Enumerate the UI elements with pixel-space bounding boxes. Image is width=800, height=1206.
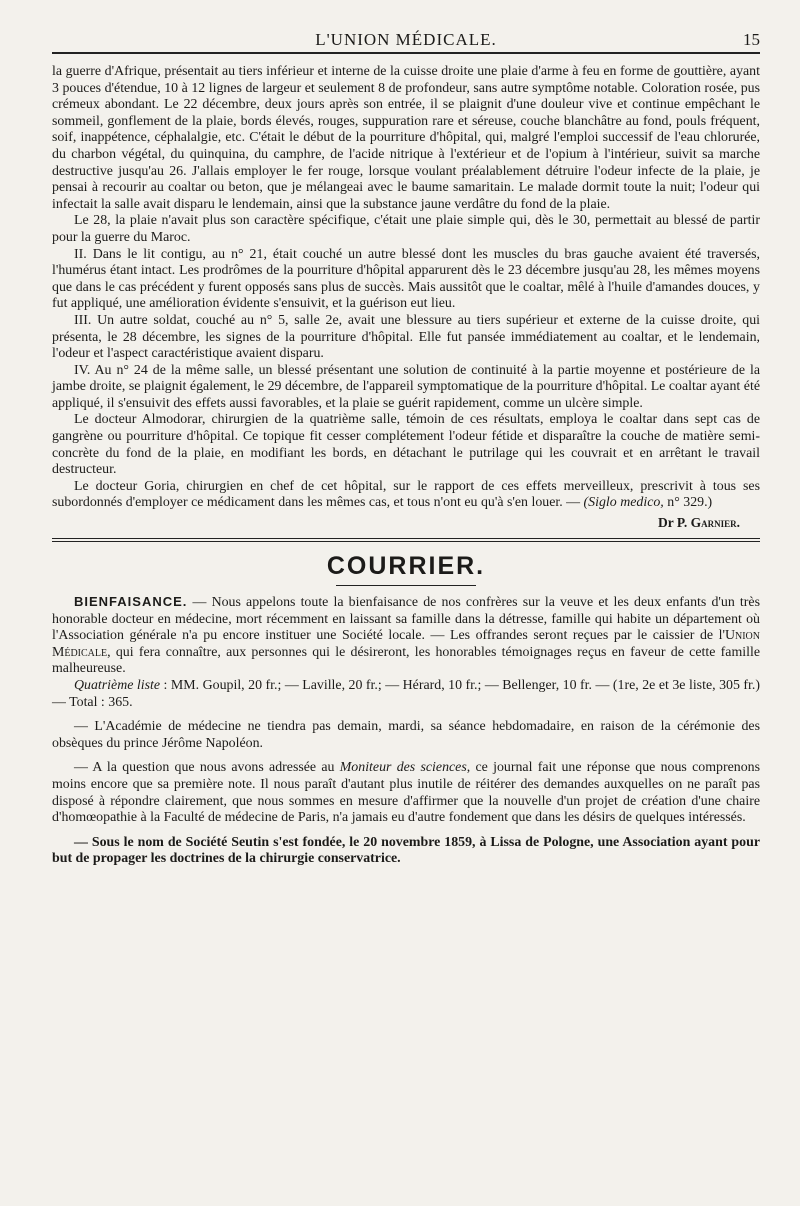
paragraph-bienfaisance — [52, 594, 760, 678]
paragraph-almodorar: Le docteur Almodorar, chirurgien de la quatrième salle, témoin de ces résultats, employa le coaltar dans sept cas de gangrène ou pourriture d'hôpital. Ce topique fit cesser complétement l'odeur fétide et disparaître la couche de matière semi-concrète du fond de la plaie, en modifiant les bords, en détachant le putrilage qui les couvrait et en arrêtant le travail destructeur. — [52, 412, 760, 478]
spacer — [52, 752, 760, 760]
spacer — [52, 711, 760, 719]
paragraph-case-i: la guerre d'Afrique, présentait au tiers inférieur et interne de la cuisse droite une plaie d'arme à feu en forme de gouttière, ayant 3 pouces d'étendue, 10 à 12 lignes de largeur et seulement 8 de profondeur, sans autre symptôme notable. Coloration rosée, pus crémeux abondant. Le 22 décembre, deux jours après son entrée, il se plaignit d'une douleur vive et continue empêchant le sommeil, gonflement de la plaie, bords élevés, rouges, suppuration rare et séreuse, couche blanchâtre au fond, pouls fréquent, soif, inappétence, céphalalgie, etc. C'était le début de la pourriture d'hôpital, qui, malgré l'emploi successif de l'eau chlorurée, du charbon végétal, du quinquina, du camphre, de l'acide nitrique à l'extérieur et de l'opium à l'intérieur, suivit sa marche destructive jusqu'au 26. J'allais employer le fer rouge, lorsque voulant préalablement détruire l'odeur infecte de la plaie, je pensai à recourir au coaltar ou beton, que je mélangeai avec le baume samaritain. Le malade dormit toute la nuit; l'odeur qui infectait la salle avait disparu le lendemain, ainsi que la substance jaune verdâtre du fond de la plaie. — [52, 64, 760, 212]
donor-list-lead: Quatrième liste — [74, 678, 161, 693]
paragraph-donor-list — [52, 678, 760, 711]
moniteur-name: Moniteur des sciences — [339, 760, 467, 776]
bienfaisance-text-b: , qui fera connaître, aux personnes qui le désireront, les honorables témoignages reçus en faveur de cette famille malheureuse. — [52, 644, 760, 677]
section-divider — [52, 538, 760, 542]
paragraph-seutin: — Sous le nom de Société Seutin s'est fondée, le 20 novembre 1859, à Lissa de Pologne, une Association ayant pour but de propager les doctrines de la chirurgie conservatrice. — [52, 834, 760, 867]
spacer — [52, 827, 760, 835]
author-signature — [52, 514, 740, 532]
citation-source: (Siglo medico, — [583, 495, 664, 511]
paragraph-case-i-outcome: Le 28, la plaie n'avait plus son caractère spécifique, c'était une plaie simple qui, dès le 30, permettait au blessé de partir pour la guerre du Maroc. — [52, 213, 760, 245]
paragraph-moniteur — [52, 760, 760, 826]
paragraph-academie: — L'Académie de médecine ne tiendra pas demain, mardi, sa séance hebdomadaire, en raison de la cérémonie des obsèques du prince Jérôme Napoléon. — [52, 719, 760, 751]
goria-text: Le docteur Goria, chirurgien en chef de cet hôpital, sur le rapport de ces effets merveilleux, prescrivit à tous ses subordonnés d'employer ce médicament dans les mêmes cas, et tous n'ont eu qu'à s'en louer. — — [52, 478, 760, 511]
moniteur-text-a: — A la question que nous avons adressée au — [74, 760, 340, 776]
page-number: 15 — [743, 30, 760, 49]
article-body — [52, 64, 760, 532]
paragraph-case-iv: IV. Au n° 24 de la même salle, un blessé présentant une solution de continuité à la partie moyenne et postérieure de la jambe droite, se plaignit également, le 29 décembre, de l'appareil symptomatique de la pourriture d'hôpital. Le coaltar ayant été appliqué, il s'ensuivit des effets aussi favorables, et la plaie se guérit rapidement, comme un ulcère simple. — [52, 362, 760, 411]
running-title: L'UNION MÉDICALE. — [315, 30, 497, 49]
journal-name: Union Médicale — [52, 628, 760, 660]
running-head — [52, 26, 760, 52]
paragraph-case-ii: II. Dans le lit contigu, au n° 21, était couché un autre blessé dont les muscles du bras gauche avaient été traversés, l'humérus étant intact. Les prodrômes de la pourriture d'hôpital apparurent dès le 23 décembre jusqu'au 28, les mêmes moyens que dans le cas précédent y furent opposés sans plus de succès. Mais aussitôt que le coaltar, mêlé à l'huile d'amandes douces, y fut appliqué, une amélioration évidente s'ensuivit, et la guérison eut lieu. — [52, 246, 760, 312]
donor-list-text: : MM. Goupil, 20 fr.; — Laville, 20 fr.; — Hérard, 10 fr.; — Bellenger, 10 fr. — (1re, 2e et 3e liste, 305 fr.) — Total : 365. — [52, 678, 760, 710]
paragraph-goria — [52, 479, 760, 512]
moniteur-text-b: , ce journal fait une réponse que nous comprenons moins encore que sa première note. Il nous paraît d'autant plus inutile de réitérer des demandes auxquelles on ne paraît pas disposé à répondre clairement, que nous sommes en mesure d'affirmer que la nouvelle d'un projet de création d'une chaire d'homœopathie à la Faculté de médecine de Paris, n'a jamais eu d'autre fondement que dans les désirs de quelques intéressés. — [52, 760, 760, 826]
signature-prefix: Dr P. — [657, 515, 691, 531]
title-underline — [336, 585, 476, 586]
bienfaisance-text-a: — Nous appelons toute la bienfaisance de nos confrères sur la veuve et les deux enfants d'un très honorable docteur en médecine, mort récemment en laissant sa famille dans la détresse, famille qui habite un département où l'Association générale n'a pu encore instituer une Société locale. — Les offrandes seront reçues par le caissier de l' — [52, 595, 760, 644]
signature-name: Garnier. — [690, 515, 740, 531]
citation-number: n° 329.) — [663, 495, 713, 511]
courrier-section — [52, 552, 760, 868]
paragraph-case-iii: III. Un autre soldat, couché au n° 5, salle 2e, avait une blessure au tiers supérieur et externe de la cuisse droite, qui présenta, le 28 décembre, les signes de la pourriture d'hôpital. Elle fut pansée immédiatement au coaltar, et le lendemain, l'odeur et l'aspect caractéristique avaient disparu. — [52, 312, 760, 362]
bienfaisance-lead: BIENFAISANCE. — [74, 594, 188, 610]
header-rule — [52, 52, 760, 54]
section-title: COURRIER. — [326, 552, 486, 581]
